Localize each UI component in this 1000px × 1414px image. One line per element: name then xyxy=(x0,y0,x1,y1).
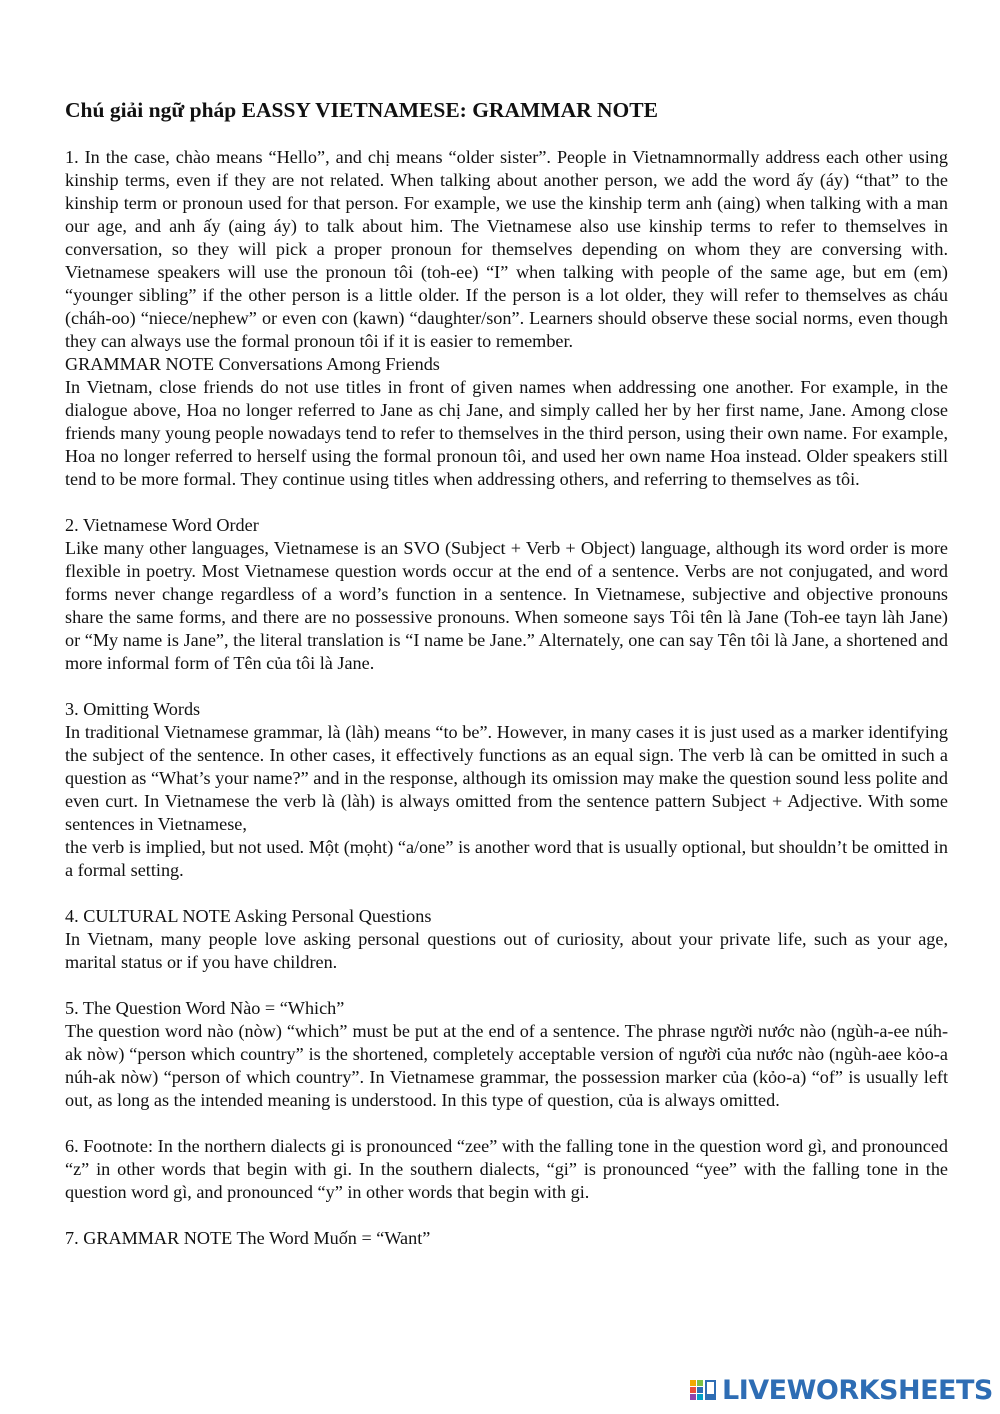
liveworksheets-logo-icon xyxy=(690,1380,718,1402)
section-1-sub-body: In Vietnam, close friends do not use titles in front of given names when addressing one another. For example, in the dialogue above, Hoa no longer referred to Jane as chị Jane, and simply called her by her first name, Jane. Among close friends many young people nowadays tend to refer to themselves in the third person, using their own name. For example, Hoa no longer referred to herself using the formal pronoun tôi, and used her own name Hoa instead. Older speakers still tend to be more formal. They continue using titles when addressing others, and referring to themselves as tôi. xyxy=(65,377,948,489)
spacer xyxy=(65,491,948,514)
liveworksheets-logo[interactable] xyxy=(690,1377,993,1405)
section-3-body-continued: the verb is implied, but not used. Một (mọht) “a/one” is another word that is usually optional, but shouldn’t be omitted in a formal setting. xyxy=(65,837,948,880)
section-6-body: 6. Footnote: In the northern dialects gi is pronounced “zee” with the falling tone in the question word gì, and pronounced “z” in other words that begin with gi. In the southern dialects, “gi” is pronounced “yee” with the falling tone in the question word gì, and pronounced “y” in other words that begin with gi. xyxy=(65,1136,948,1202)
spacer xyxy=(65,1112,948,1135)
section-3-body: In traditional Vietnamese grammar, là (làh) means “to be”. However, in many cases it is just used as a marker identifying the subject of the sentence. In other cases, it effectively functions as an equal sign. The verb là can be omitted in such a question as “What’s your name?” and in the response, although its omission may make the question sound less polite and even curt. In Vietnamese the verb là (làh) is always omitted from the sentence pattern Subject + Adjective. With some sentences in Vietnamese, xyxy=(65,722,948,834)
spacer xyxy=(65,1204,948,1227)
section-2-body: Like many other languages, Vietnamese is an SVO (Subject + Verb + Object) language, although its word order is more flexible in poetry. Most Vietnamese question words occur at the end of a sentence. Verbs are not conjugated, and word forms never change regardless of a word’s function in a sentence. In Vietnamese, subjective and objective pronouns share the same forms, and there are no possessive pronouns. When someone says Tôi tên là Jane (Toh-ee tayn làh Jane) or “My name is Jane”, the literal translation is “I name be Jane.” Alternately, one can say Tên tôi là Jane, a shortened and more informal form of Tên của tôi là Jane. xyxy=(65,538,948,673)
section-4-body: In Vietnam, many people love asking personal questions out of curiosity, about your private life, such as your age, marital status or if you have children. xyxy=(65,929,948,972)
section-5-heading: 5. The Question Word Nào = “Which” xyxy=(65,998,345,1018)
spacer xyxy=(65,974,948,997)
section-1-body: 1. In the case, chào means “Hello”, and chị means “older sister”. People in Vietnamnormally address each other using kinship terms, even if they are not related. When talking about another person, we add the word ấy (áy) “that” to the kinship term or pronoun used for that person. For example, we use the kinship term anh (aing) when talking with a man our age, and anh ấy (aing áy) to talk about him. The Vietnamese also use kinship terms to refer to themselves in conversation, so they will pick a proper pronoun for themselves depending on whom they are conversing with. Vietnamese speakers will use the pronoun tôi (toh-ee) “I” when talking with people of the same age, but em (em) “younger sibling” if the other person is a little older. If the person is a lot older, they will refer to themselves as cháu (cháh-oo) “niece/nephew” or even con (kawn) “daughter/son”. Learners should observe these social norms, even though they can always use the formal pronoun tôi if it is easier to remember. xyxy=(65,147,948,351)
liveworksheets-logo-text: LIVEWORKSHEETS xyxy=(722,1375,993,1406)
section-1-subheading: GRAMMAR NOTE Conversations Among Friends xyxy=(65,354,440,374)
spacer xyxy=(65,882,948,905)
section-2-heading: 2. Vietnamese Word Order xyxy=(65,515,259,535)
section-7-heading: 7. GRAMMAR NOTE The Word Muốn = “Want” xyxy=(65,1228,431,1248)
spacer xyxy=(65,675,948,698)
section-4-heading: 4. CULTURAL NOTE Asking Personal Questions xyxy=(65,906,432,926)
page-title: Chú giải ngữ pháp EASSY VIETNAMESE: GRAMMAR NOTE xyxy=(65,98,658,122)
document-page xyxy=(65,96,948,1250)
section-3-heading: 3. Omitting Words xyxy=(65,699,201,719)
section-5-body: The question word nào (nòw) “which” must be put at the end of a sentence. The phrase người nước nào (ngùh-a-ee núh-ak nòw) “person which country” is the shortened, completely acceptable version of người của nước nào (ngùh-aee kỏo-a núh-ak nòw) “person of which country”. In Vietnamese grammar, the possession marker của (kỏo-a) “of” is usually left out, as long as the intended meaning is understood. In this type of question, của is always omitted. xyxy=(65,1021,948,1110)
